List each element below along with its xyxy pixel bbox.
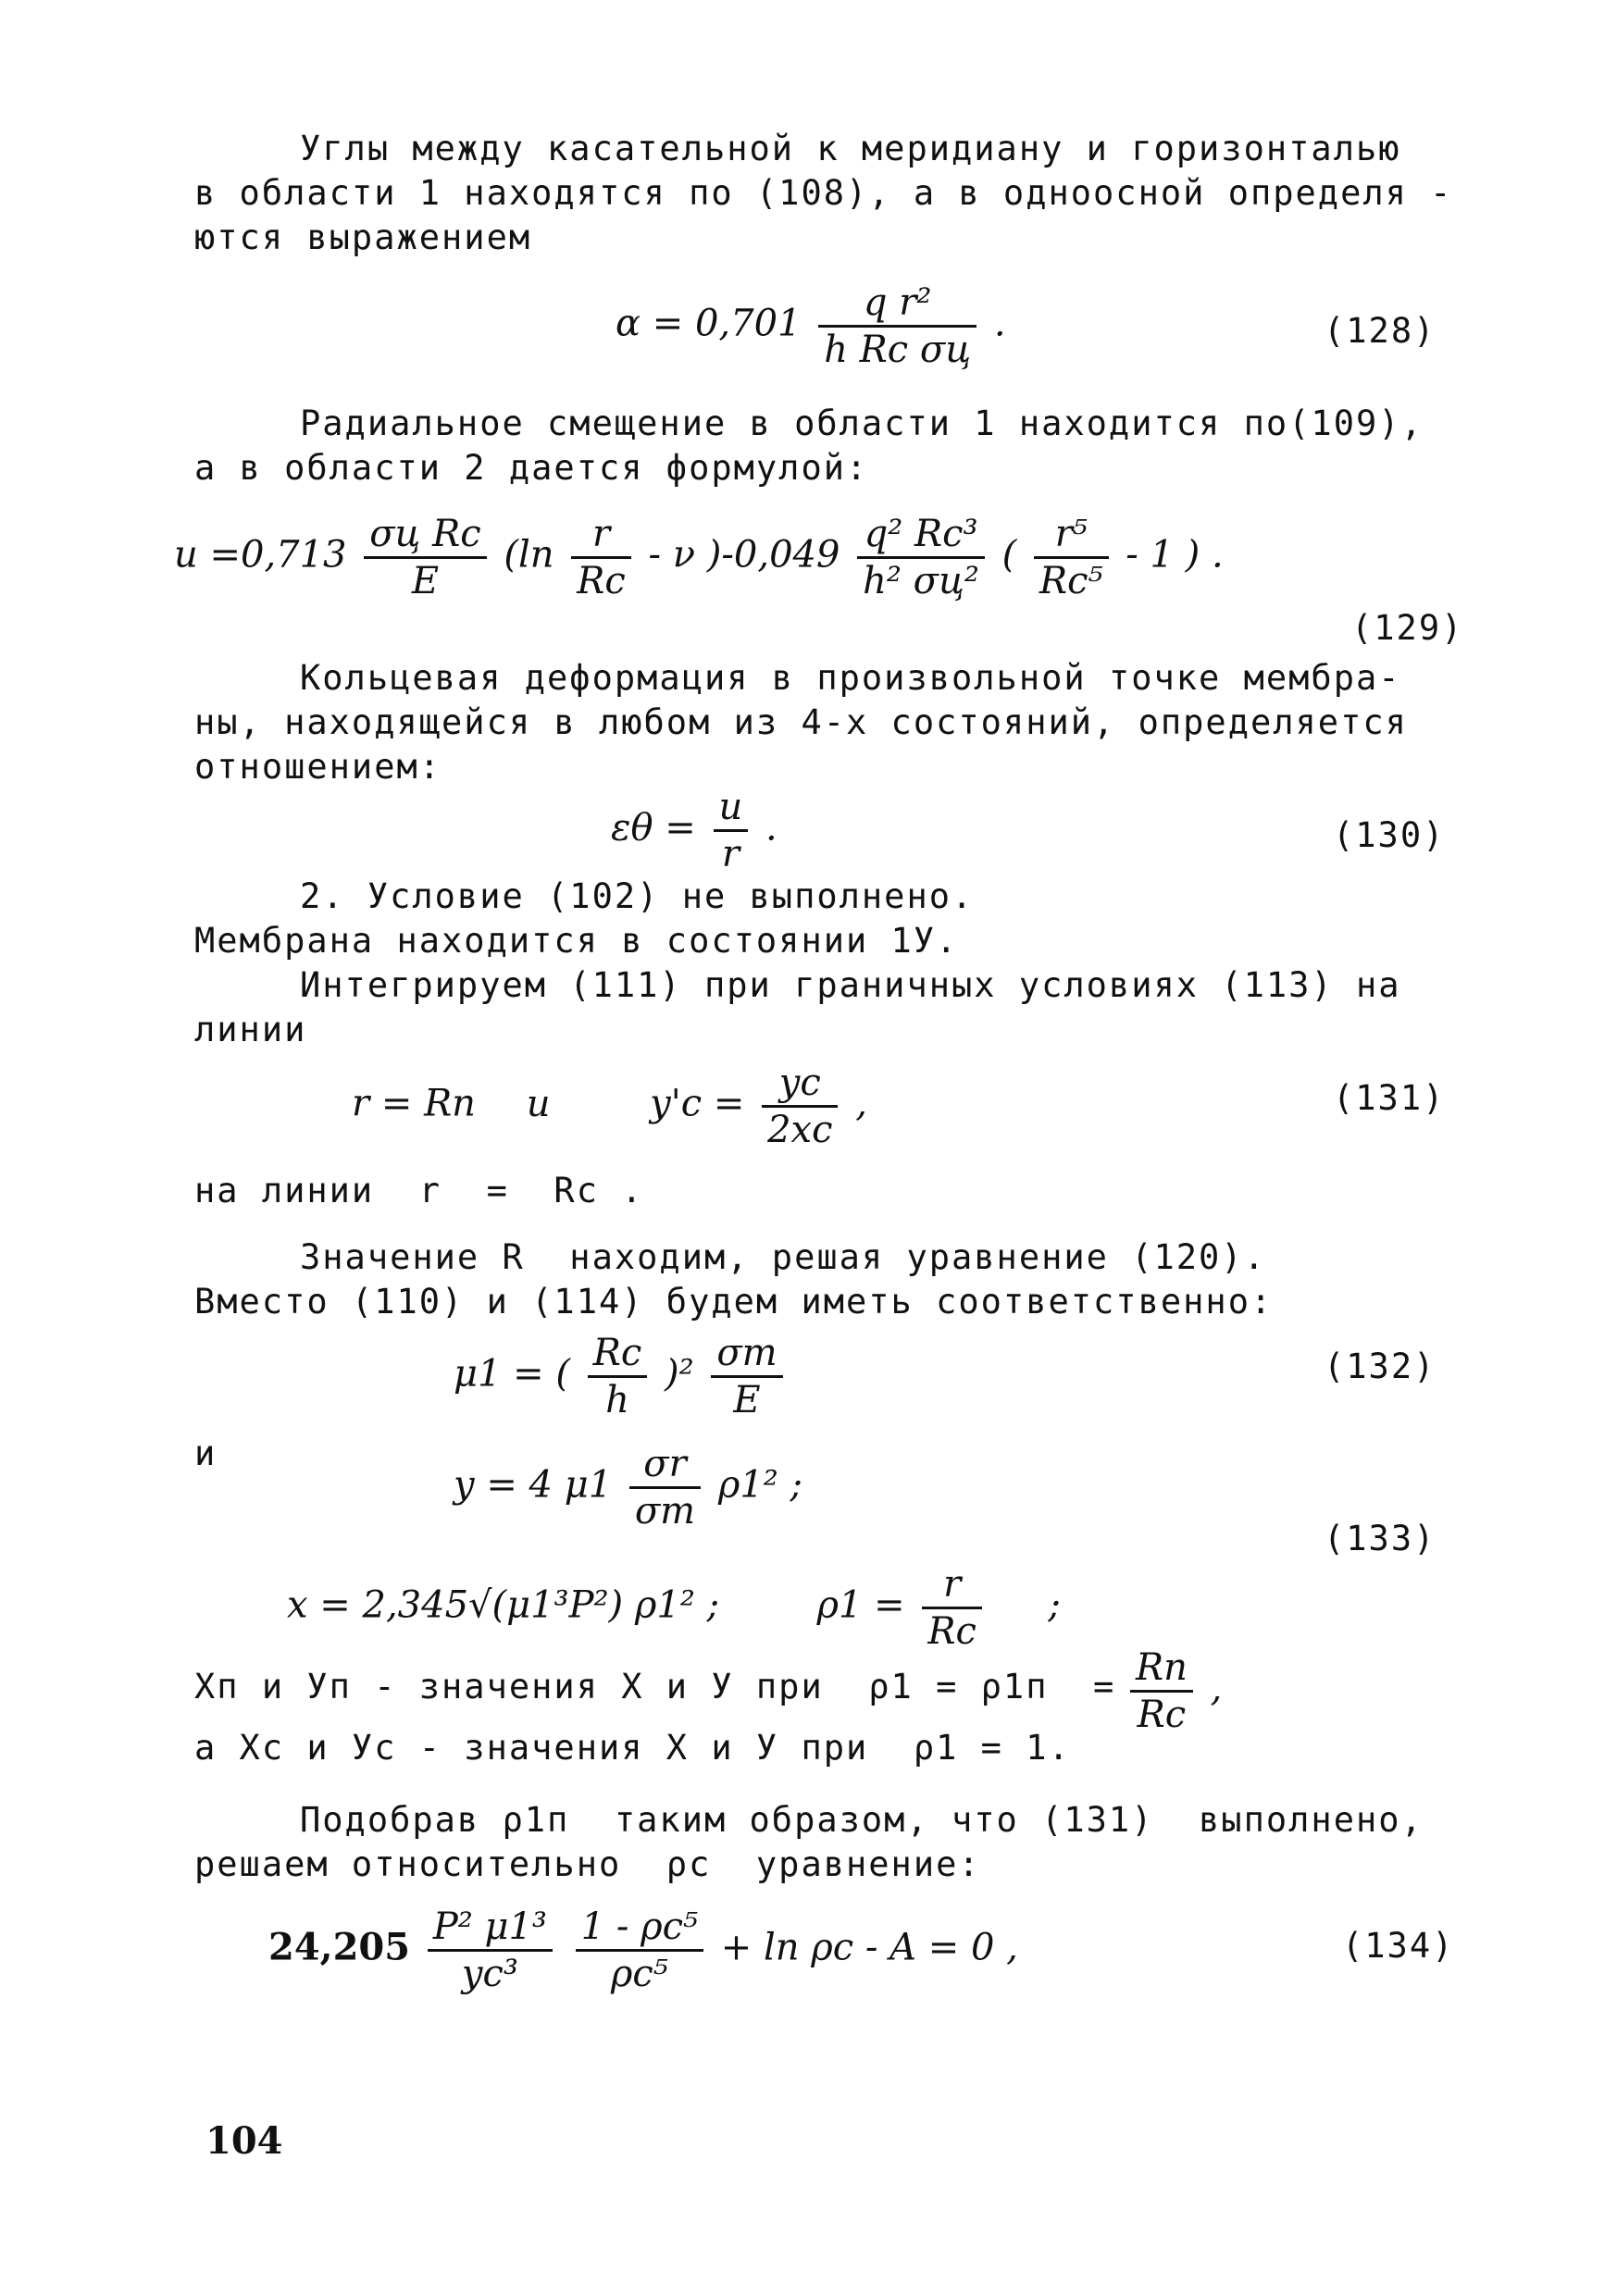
eq131-numerator: yс bbox=[762, 1062, 838, 1108]
text-line: Значение R находим, решая уравнение (120). bbox=[300, 1237, 1266, 1277]
eq131-denominator: 2xс bbox=[767, 1109, 833, 1151]
text-line: отношением: bbox=[194, 747, 442, 787]
eq128-denominator: h Rс σц bbox=[824, 329, 972, 371]
equation-133b bbox=[287, 1564, 1061, 1652]
eq134-tail: + ln ρс - A = 0 , bbox=[720, 1926, 1018, 1969]
equation-129 bbox=[174, 514, 1224, 602]
eq133b-fraction bbox=[922, 1564, 982, 1652]
equation-134 bbox=[268, 1906, 1018, 1994]
text-line: в области 1 находятся по (108), а в одноосной определя - bbox=[194, 173, 1453, 213]
equation-number-133: (133) bbox=[1324, 1519, 1437, 1558]
eq129-f4-numerator: r⁵ bbox=[1034, 514, 1109, 559]
text-line: Углы между касательной к меридиану и горизонталью bbox=[300, 129, 1401, 168]
equation-128 bbox=[616, 282, 1006, 370]
eq129-fraction-1 bbox=[364, 514, 486, 602]
eq132-f2-denominator: E bbox=[733, 1379, 761, 1421]
fraction-rn-rc bbox=[1125, 1647, 1222, 1735]
equation-number-130: (130) bbox=[1333, 815, 1446, 855]
eq133b-tail: ; bbox=[1048, 1583, 1061, 1627]
eq133a-tail: ρ1² ; bbox=[717, 1463, 803, 1507]
eq131-and: и bbox=[526, 1082, 551, 1125]
eq131-rhs: y'с = bbox=[650, 1082, 745, 1125]
eq131-fraction bbox=[762, 1062, 838, 1150]
equation-133a bbox=[454, 1444, 802, 1532]
eq129-part1: u =0,713 bbox=[174, 533, 347, 577]
eq131-lhs: r = Rп bbox=[352, 1082, 476, 1125]
eq129-f1-numerator: σц Rс bbox=[364, 514, 486, 559]
text-line: Радиальное смещение в области 1 находится по(109), bbox=[300, 403, 1424, 443]
eq129-fraction-3 bbox=[857, 514, 985, 602]
eq128-lhs: α = 0,701 bbox=[616, 302, 802, 345]
text-line: ются выражением bbox=[194, 217, 532, 257]
eq134-f2-denominator: ρс⁵ bbox=[610, 1953, 668, 1995]
text-line: Xп и Уп - значения X и У при ρ1 = ρ1п = bbox=[194, 1667, 1116, 1706]
eq129-f2-denominator: Rс bbox=[577, 560, 626, 602]
eq129-part3: - ν )-0,049 bbox=[648, 533, 840, 577]
eq132-f1-denominator: h bbox=[605, 1379, 629, 1421]
eq129-f3-denominator: h² σц² bbox=[863, 560, 979, 602]
eq130-denominator: r bbox=[721, 833, 740, 875]
text-line: ны, находящейся в любом из 4-х состояний, определяется bbox=[194, 702, 1408, 742]
eq134-lhs: 24,205 bbox=[268, 1925, 411, 1969]
eq129-part2: (ln bbox=[504, 533, 554, 577]
text-line: а Xс и Ус - значения X и У при ρ1 = 1. bbox=[194, 1728, 1071, 1768]
eq132-f2-numerator: σт bbox=[711, 1333, 782, 1378]
eq129-part4: ( bbox=[1001, 533, 1017, 577]
text-line: линии bbox=[194, 1010, 307, 1049]
eq133a-numerator: σr bbox=[629, 1444, 701, 1489]
rn-rc-fraction bbox=[1130, 1647, 1193, 1735]
eq134-fraction-2 bbox=[576, 1906, 703, 1994]
text-line: Интегрируем (111) при граничных условиях (113) на bbox=[300, 965, 1401, 1005]
eq130-numerator: u bbox=[714, 787, 749, 832]
eq132-f1-numerator: Rс bbox=[588, 1333, 648, 1378]
eq128-tail: . bbox=[993, 302, 1006, 345]
eq128-numerator: q r² bbox=[818, 282, 976, 328]
text-line: решаем относительно ρс уравнение: bbox=[194, 1844, 981, 1884]
eq129-fraction-2 bbox=[571, 514, 631, 602]
eq129-f4-denominator: Rс⁵ bbox=[1039, 560, 1103, 602]
text-line: на линии r = Rc . bbox=[194, 1171, 644, 1210]
eq133b-denominator: Rс bbox=[927, 1610, 976, 1653]
rn-numerator: Rп bbox=[1130, 1647, 1193, 1693]
eq133a-denominator: σт bbox=[634, 1490, 696, 1533]
eq132-lhs: μ1 = ( bbox=[454, 1352, 570, 1396]
equation-number-128: (128) bbox=[1324, 311, 1437, 351]
equation-131 bbox=[352, 1062, 867, 1150]
text-line: 2. Условие (102) не выполнено. bbox=[300, 876, 975, 916]
eq134-f2-numerator: 1 - ρс⁵ bbox=[576, 1906, 703, 1952]
equation-number-131: (131) bbox=[1333, 1078, 1446, 1118]
equation-number-134: (134) bbox=[1342, 1926, 1455, 1966]
eq134-f1-denominator: yс³ bbox=[461, 1953, 518, 1995]
equation-number-132: (132) bbox=[1324, 1347, 1437, 1386]
eq128-fraction bbox=[818, 282, 976, 370]
eq133a-fraction bbox=[629, 1444, 701, 1532]
eq129-f2-numerator: r bbox=[571, 514, 631, 559]
text-line: Подобрав ρ1п таким образом, что (131) выполнено, bbox=[300, 1800, 1424, 1840]
eq132-mid: )² bbox=[664, 1352, 694, 1396]
eq129-f1-denominator: E bbox=[411, 560, 440, 602]
eq131-tail: , bbox=[855, 1082, 867, 1125]
eq132-fraction-2 bbox=[711, 1333, 782, 1421]
equation-130 bbox=[611, 787, 777, 875]
eq133b-numerator: r bbox=[922, 1564, 982, 1609]
eq130-fraction bbox=[714, 787, 749, 875]
equation-132 bbox=[454, 1333, 789, 1421]
eq133b-rhs: ρ1 = bbox=[816, 1583, 905, 1627]
text-line: а в области 2 дается формулой: bbox=[194, 448, 869, 488]
rn-rc-tail: , bbox=[1210, 1667, 1223, 1710]
eq134-fraction-1 bbox=[428, 1906, 553, 1994]
eq130-tail: . bbox=[765, 806, 777, 850]
eq134-f1-numerator: P² μ1³ bbox=[428, 1906, 553, 1952]
text-line: Кольцевая деформация в произвольной точке мембра- bbox=[300, 658, 1401, 698]
text-line: и bbox=[194, 1433, 218, 1473]
rc-denominator: Rс bbox=[1137, 1694, 1187, 1736]
eq130-lhs: εθ = bbox=[611, 806, 696, 850]
eq129-f3-numerator: q² Rс³ bbox=[857, 514, 985, 559]
eq133b-lhs: x = 2,345√(μ1³P²) ρ1² ; bbox=[287, 1583, 720, 1627]
text-line: Мембрана находится в состоянии 1У. bbox=[194, 921, 959, 961]
text-line: Вместо (110) и (114) будем иметь соответственно: bbox=[194, 1282, 1274, 1322]
eq129-fraction-4 bbox=[1034, 514, 1109, 602]
eq132-fraction-1 bbox=[588, 1333, 648, 1421]
page-number: 104 bbox=[205, 2119, 283, 2163]
equation-number-129: (129) bbox=[1351, 608, 1464, 648]
eq129-part5: - 1 ) . bbox=[1126, 533, 1224, 577]
eq133a-lhs: y = 4 μ1 bbox=[454, 1463, 613, 1507]
